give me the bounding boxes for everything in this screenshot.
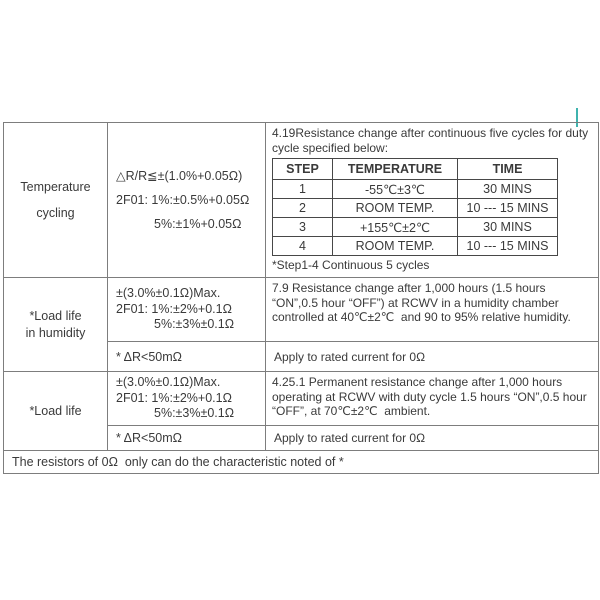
spec-line-2: 2F01: 1%:±0.5%+0.05Ω <box>116 193 250 207</box>
steps-row-1 <box>273 180 558 199</box>
desc-load-life <box>266 372 599 426</box>
zero-ohm-footnote: The resistors of 0Ω only can do the characteristic noted of * <box>4 451 599 474</box>
label-load-life <box>4 372 108 451</box>
steps-header-step: STEP <box>273 159 333 180</box>
step-number: 1 <box>273 180 333 199</box>
row-load-life <box>4 372 599 426</box>
delta-spec-load-life: * ΔR<50mΩ <box>108 426 266 451</box>
step-temperature: ROOM TEMP. <box>333 199 458 218</box>
spec-line-2: 2F01: 1%:±2%+0.1Ω <box>116 390 232 405</box>
spec-temperature-cycling <box>108 123 266 278</box>
apply-note-humidity: Apply to rated current for 0Ω <box>266 342 599 372</box>
duty-cycle-steps-table <box>272 158 558 256</box>
spec-line-1: ±(3.0%±0.1Ω)Max. <box>116 286 221 301</box>
characteristics-table <box>3 122 599 474</box>
steps-header-temperature: TEMPERATURE <box>333 159 458 180</box>
steps-footnote: *Step1-4 Continuous 5 cycles <box>272 258 430 272</box>
spec-line-3: 5%:±3%±0.1Ω <box>154 317 235 332</box>
steps-row-4 <box>273 237 558 256</box>
spec-line-3: 5%:±3%±0.1Ω <box>154 406 235 421</box>
steps-header-row <box>273 159 558 180</box>
label-load-life-humidity <box>4 278 108 372</box>
spec-load-life-humidity <box>108 278 266 342</box>
humidity-test-description: 7.9 Resistance change after 1,000 hours (1.5 hours “ON”,0.5 hour “OFF”) at RCWV in a humidity chamber controlled at 40℃±2℃ and 90 to 95% relative humidity. <box>272 281 571 324</box>
spec-line-3: 5%:±1%+0.05Ω <box>154 217 242 231</box>
label-line-2: cycling <box>36 206 75 220</box>
label-line-1: *Load life <box>29 308 82 323</box>
spec-line-1: △R/R≦±(1.0%+0.05Ω) <box>116 169 243 183</box>
steps-row-3 <box>273 218 558 237</box>
label-line-1: *Load life <box>29 403 82 418</box>
spec-line-1: ±(3.0%±0.1Ω)Max. <box>116 375 221 390</box>
delta-spec-humidity: * ΔR<50mΩ <box>108 342 266 372</box>
step-time: 30 MINS <box>458 218 558 237</box>
step-time: 10 --- 15 MINS <box>458 237 558 256</box>
duty-cycle-intro: 4.19Resistance change after continuous five cycles for duty cycle specified below: <box>272 126 592 155</box>
desc-load-life-humidity <box>266 278 599 342</box>
label-line-2: in humidity <box>25 325 86 340</box>
label-temperature-cycling <box>4 123 108 278</box>
step-time: 30 MINS <box>458 180 558 199</box>
step-temperature: ROOM TEMP. <box>333 237 458 256</box>
steps-header-time: TIME <box>458 159 558 180</box>
desc-temperature-cycling <box>266 123 599 278</box>
load-life-test-description: 4.25.1 Permanent resistance change after 1,000 hours operating at RCWV with duty cycle 1.5 hours “ON”,0.5 hour “OFF”, at 70℃±2℃ ambient. <box>272 375 591 418</box>
spec-load-life <box>108 372 266 426</box>
step-temperature: -55℃±3℃ <box>333 180 458 199</box>
step-time: 10 --- 15 MINS <box>458 199 558 218</box>
apply-note-load-life: Apply to rated current for 0Ω <box>266 426 599 451</box>
step-number: 2 <box>273 199 333 218</box>
row-temperature-cycling <box>4 123 599 278</box>
row-load-life-humidity <box>4 278 599 342</box>
label-line-1: Temperature <box>20 180 91 194</box>
step-number: 4 <box>273 237 333 256</box>
spec-line-2: 2F01: 1%:±2%+0.1Ω <box>116 301 232 316</box>
row-footer-note <box>4 451 599 474</box>
step-number: 3 <box>273 218 333 237</box>
step-temperature: +155℃±2℃ <box>333 218 458 237</box>
steps-row-2 <box>273 199 558 218</box>
